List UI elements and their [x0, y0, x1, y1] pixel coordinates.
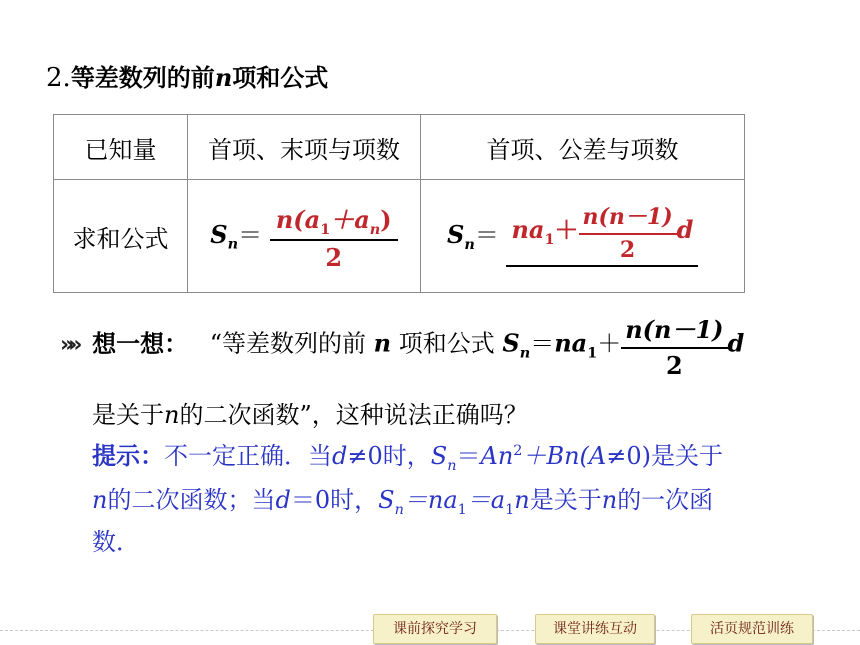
- fraction-answer: [270, 200, 398, 273]
- think-eq: ＝: [530, 329, 555, 358]
- header-first-last-count: 首项、末项与项数: [188, 115, 421, 180]
- think-label: 想一想：: [92, 328, 189, 358]
- question-line: 是关于n的二次函数”，这种说法正确吗？: [92, 401, 528, 429]
- think-S-sub: n: [519, 344, 531, 362]
- heading-text: 等差数列的前: [70, 63, 215, 92]
- section-number: 2.: [46, 63, 71, 93]
- answer-denominator: 2: [270, 239, 398, 272]
- equals: ＝: [474, 220, 499, 249]
- answer-expression: $na_1+$ $\frac{n(n-1)}{2}$ d: [511, 203, 694, 263]
- heading-var: n: [214, 63, 233, 92]
- sn-sub: n: [464, 235, 475, 253]
- hint-line-2: n的二次函数；当d＝0时，$S_n=na_1=a_1n$是关于n的一次函: [92, 486, 714, 518]
- think-S: S: [502, 328, 520, 358]
- section-heading: [46, 58, 328, 93]
- header-first-diff-count: 首项、公差与项数: [421, 115, 745, 180]
- hint-label: 提示：: [92, 441, 164, 470]
- header-known: 已知量: [54, 115, 188, 180]
- nav-button-classroom[interactable]: 课堂讲练互动: [535, 614, 655, 644]
- answer-numerator: $n(a_1+a_n)$: [275, 204, 392, 238]
- answer-blank: [506, 265, 698, 273]
- think-text: “等差数列的前: [209, 329, 366, 358]
- formula-first-diff: [421, 180, 745, 293]
- formula-table: [53, 114, 745, 293]
- sn-var: S: [210, 219, 228, 249]
- table-header-row: [54, 115, 745, 180]
- think-d: d: [727, 328, 745, 358]
- think-na: na: [554, 328, 588, 358]
- fraction-answer-2: [506, 200, 698, 273]
- think-n: n: [373, 328, 392, 358]
- hint-line-1: 提示：不一定正确．当d≠0时，$S_n=An^2+Bn(A\ne 0)$是关于: [92, 441, 724, 474]
- think-fraction: $\frac{n(n-1)}{2}$: [621, 310, 727, 380]
- think-na-sub: 1: [587, 344, 598, 362]
- formula-first-last: [188, 180, 421, 293]
- sn-sub: n: [227, 235, 239, 253]
- nav-button-practice[interactable]: 活页规范训练: [691, 614, 813, 644]
- hint-line-3: 数．: [92, 528, 140, 556]
- think-text2: 项和公式: [398, 329, 495, 358]
- double-chevron-icon: »»: [60, 332, 77, 358]
- heading-text-end: 项和公式: [232, 63, 329, 92]
- row-label-sum-formula: 求和公式: [54, 180, 188, 293]
- sn-var: S: [447, 219, 465, 249]
- nav-button-preview[interactable]: 课前探究学习: [373, 614, 497, 644]
- table-row: [54, 180, 745, 293]
- think-plus: ＋: [597, 329, 622, 358]
- equals: ＝: [238, 220, 263, 249]
- think-prompt: [60, 310, 744, 380]
